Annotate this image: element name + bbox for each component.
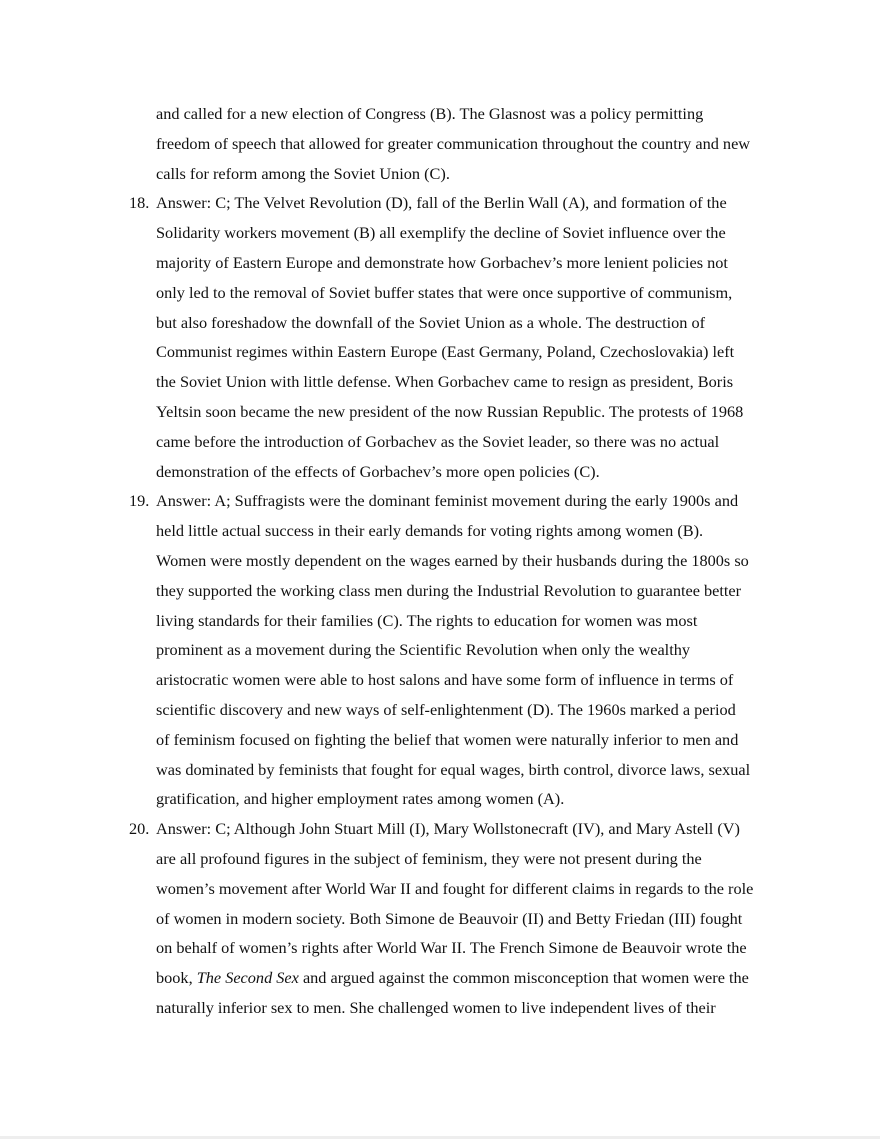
text-segment: was dominated by feminists that fought for equal wages, birth control, divorce laws, sexual bbox=[156, 759, 751, 779]
answer-number: 18. bbox=[129, 193, 150, 213]
text-line bbox=[156, 576, 741, 606]
text-segment: came before the introduction of Gorbachev as the Soviet leader, so there was no actual bbox=[156, 431, 720, 451]
text-line bbox=[156, 159, 450, 189]
text-line bbox=[156, 635, 690, 665]
text-line bbox=[156, 397, 743, 427]
text-line bbox=[156, 99, 703, 129]
text-segment: held little actual success in their early demands for voting rights among women (B). bbox=[156, 521, 704, 541]
text-line bbox=[156, 725, 738, 755]
text-line bbox=[156, 606, 697, 636]
text-segment: living standards for their families (C). The rights to education for women was most bbox=[156, 610, 698, 630]
text-segment: Women were mostly dependent on the wages earned by their husbands during the 1800s so bbox=[156, 551, 749, 570]
text-segment: prominent as a movement during the Scientific Revolution when only the wealthy bbox=[156, 640, 690, 660]
text-line bbox=[156, 993, 716, 1023]
text-segment: naturally inferior sex to men. She challenged women to live independent lives of their bbox=[156, 998, 716, 1017]
text-segment: Answer: C; The Velvet Revolution (D), fall of the Berlin Wall (A), and formation of the bbox=[156, 193, 727, 213]
text-line bbox=[156, 665, 733, 695]
text-segment: they supported the working class men during the Industrial Revolution to guarantee better bbox=[156, 580, 742, 600]
text-line bbox=[156, 308, 705, 338]
text-segment: Answer: C; Although John Stuart Mill (I), Mary Wollstonecraft (IV), and Mary Astell (V) bbox=[156, 819, 740, 839]
text-segment: of feminism focused on fighting the belief that women were naturally inferior to men and bbox=[156, 729, 739, 749]
text-segment: on behalf of women’s rights after World War II. The French Simone de Beauvoir wrote the bbox=[156, 938, 747, 958]
text-line bbox=[156, 904, 742, 934]
text-segment: majority of Eastern Europe and demonstrate how Gorbachev’s more lenient policies not bbox=[156, 253, 728, 272]
text-line bbox=[156, 218, 726, 248]
text-line bbox=[156, 546, 749, 576]
text-line bbox=[156, 457, 600, 487]
text-line bbox=[156, 337, 734, 367]
text-line bbox=[156, 516, 703, 546]
text-line bbox=[156, 814, 740, 844]
text-segment: gratification, and higher employment rates among women (A). bbox=[156, 789, 565, 809]
text-segment: book, bbox=[156, 968, 197, 988]
text-line bbox=[156, 874, 753, 904]
text-segment: are all profound figures in the subject of feminism, they were not present during the bbox=[156, 849, 702, 868]
text-segment: only led to the removal of Soviet buffer states that were once supportive of communism, bbox=[156, 282, 733, 302]
text-segment: freedom of speech that allowed for greater communication throughout the country and new bbox=[156, 133, 751, 153]
answer-number: 19. bbox=[129, 491, 150, 511]
text-segment: women’s movement after World War II and fought for different claims in regards to the role bbox=[156, 878, 754, 898]
text-segment: the Soviet Union with little defense. When Gorbachev came to resign as president, Boris bbox=[156, 372, 734, 392]
text-line bbox=[156, 248, 728, 278]
text-segment: and called for a new election of Congress (B). The Glasnost was a policy permitting bbox=[156, 104, 704, 123]
text-segment: of women in modern society. Both Simone de Beauvoir (II) and Betty Friedan (III) fought bbox=[156, 908, 743, 928]
text-segment: Yeltsin soon became the new president of the now Russian Republic. The protests of 1968 bbox=[156, 402, 744, 421]
text-line bbox=[156, 486, 738, 516]
answer-number: 20. bbox=[129, 819, 150, 839]
text-line bbox=[156, 933, 747, 963]
text-segment: demonstration of the effects of Gorbachev’s more open policies (C). bbox=[156, 461, 600, 481]
text-line bbox=[156, 367, 733, 397]
text-line bbox=[156, 695, 736, 725]
text-line bbox=[156, 963, 749, 993]
text-line bbox=[156, 844, 702, 874]
text-segment: calls for reform among the Soviet Union (C). bbox=[156, 163, 450, 183]
text-segment: Solidarity workers movement (B) all exemplify the decline of Soviet influence over the bbox=[156, 223, 726, 243]
text-line bbox=[156, 755, 750, 785]
text-line bbox=[156, 188, 727, 218]
text-segment: but also foreshadow the downfall of the Soviet Union as a whole. The destruction of bbox=[156, 312, 706, 332]
text-segment: Answer: A; Suffragists were the dominant feminist movement during the early 1900s and bbox=[156, 491, 739, 511]
text-segment: Communist regimes within Eastern Europe (East Germany, Poland, Czechoslovakia) left bbox=[156, 342, 735, 362]
text-segment: scientific discovery and new ways of self-enlightenment (D). The 1960s marked a period bbox=[156, 700, 736, 719]
text-line bbox=[156, 427, 719, 457]
text-line bbox=[156, 784, 564, 814]
text-segment: aristocratic women were able to host salons and have some form of influence in terms of bbox=[156, 670, 734, 690]
text-line bbox=[156, 129, 750, 159]
text-segment: and argued against the common misconception that women were the bbox=[298, 968, 749, 988]
book-title: The Second Sex bbox=[196, 968, 299, 988]
text-line bbox=[156, 278, 732, 308]
